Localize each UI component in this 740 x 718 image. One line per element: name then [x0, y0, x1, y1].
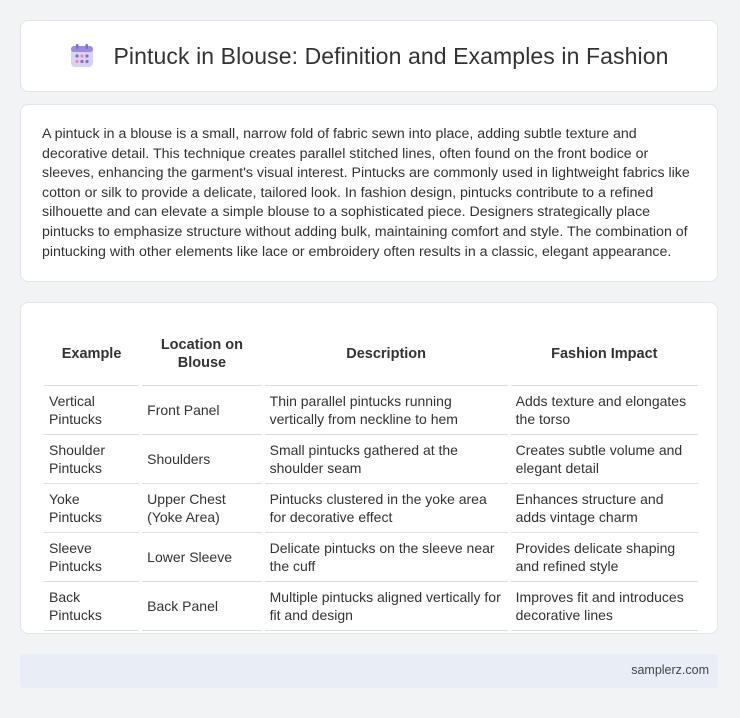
- header-location: Location on Blouse: [142, 323, 261, 386]
- pintuck-table: [41, 323, 701, 631]
- cell-impact: Improves fit and introduces decorative lines: [511, 582, 698, 631]
- header-description: Description: [265, 323, 508, 386]
- footer-site-link[interactable]: samplerz.com: [631, 663, 709, 677]
- cell-example: Back Pintucks: [44, 582, 139, 631]
- cell-example: Vertical Pintucks: [44, 386, 139, 435]
- cell-impact: Enhances structure and adds vintage charm: [511, 484, 698, 533]
- cell-description: Multiple pintucks aligned vertically for fit and design: [265, 582, 508, 631]
- cell-description: Thin parallel pintucks running vertically from neckline to hem: [265, 386, 508, 435]
- header-example: Example: [44, 323, 139, 386]
- table-row: [44, 582, 698, 631]
- cell-description: Pintucks clustered in the yoke area for decorative effect: [265, 484, 508, 533]
- calendar-grid-icon: [69, 43, 95, 69]
- cell-location: Front Panel: [142, 386, 261, 435]
- cell-location: Shoulders: [142, 435, 261, 484]
- cell-impact: Adds texture and elongates the torso: [511, 386, 698, 435]
- intro-paragraph: A pintuck in a blouse is a small, narrow fold of fabric sewn into place, adding subtle texture and decorative detail. This technique creates parallel stitched lines, often found on the front bodice or sleeves, enhancing the garment's visual interest. Pintucks are commonly used in lightweight fabrics like cotton or silk to provide a delicate, tailored look. In fashion design, pintucks contribute to a refined silhouette and can elevate a simple blouse to a sophisticated piece. Designers strategically place pintucks to emphasize structure without adding bulk, maintaining comfort and style. The combination of pintucking with other elements like lace or embroidery often results in a classic, elegant appearance.: [42, 126, 690, 260]
- footer-bar: [20, 654, 718, 688]
- page-title: Pintuck in Blouse: Definition and Examples in Fashion: [113, 42, 669, 69]
- intro-card: [20, 104, 718, 282]
- cell-description: Delicate pintucks on the sleeve near the cuff: [265, 533, 508, 582]
- table-header-row: [44, 323, 698, 386]
- cell-description: Small pintucks gathered at the shoulder seam: [265, 435, 508, 484]
- cell-example: Sleeve Pintucks: [44, 533, 139, 582]
- cell-location: Back Panel: [142, 582, 261, 631]
- cell-location: Upper Chest (Yoke Area): [142, 484, 261, 533]
- cell-location: Lower Sleeve: [142, 533, 261, 582]
- table-row: [44, 533, 698, 582]
- title-card: [20, 20, 718, 92]
- table-row: [44, 386, 698, 435]
- cell-impact: Creates subtle volume and elegant detail: [511, 435, 698, 484]
- table-row: [44, 435, 698, 484]
- cell-impact: Provides delicate shaping and refined style: [511, 533, 698, 582]
- cell-example: Shoulder Pintucks: [44, 435, 139, 484]
- cell-example: Yoke Pintucks: [44, 484, 139, 533]
- table-card: [20, 302, 718, 634]
- header-fashion-impact: Fashion Impact: [511, 323, 698, 386]
- table-row: [44, 484, 698, 533]
